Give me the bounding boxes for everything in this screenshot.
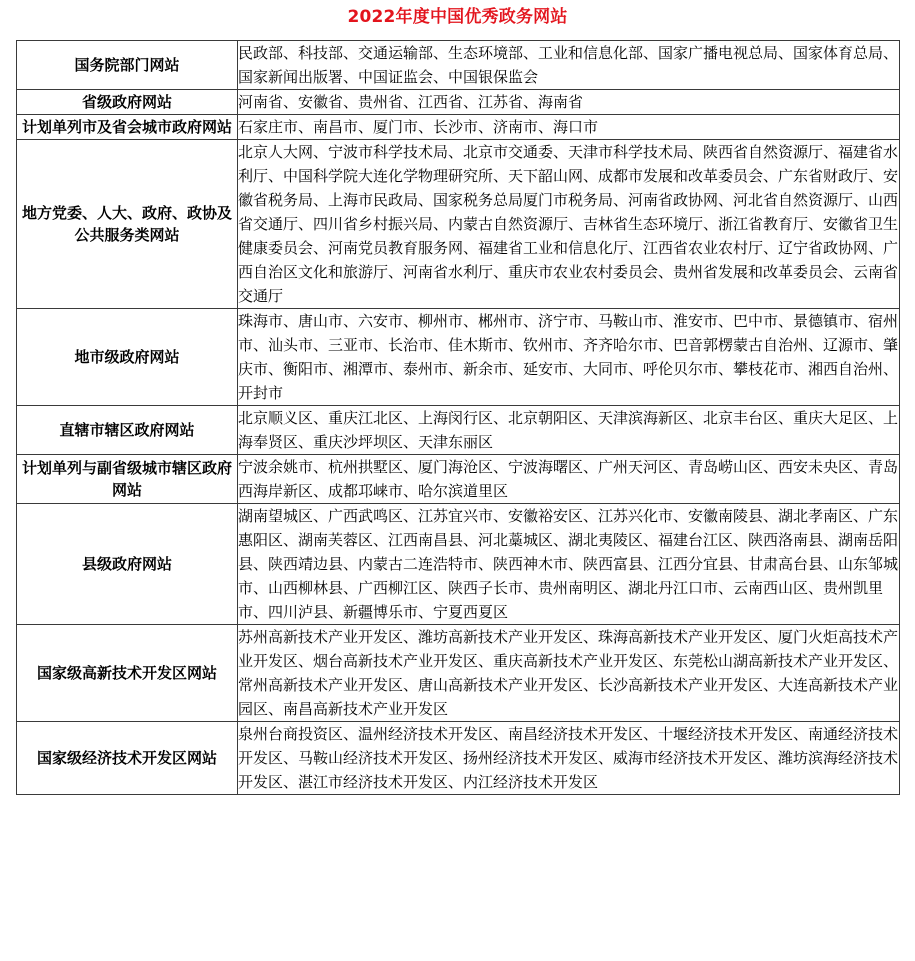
row-items-cell [238,455,900,504]
table-row [17,406,900,455]
gov-website-table [16,40,900,795]
table-row [17,309,900,406]
row-category-cell [17,504,238,625]
table-row [17,455,900,504]
row-items-cell [238,90,900,115]
gov-website-table-wrapper [16,40,897,795]
row-items-cell [238,140,900,309]
row-category-label: 计划单列与副省级城市辖区政府网站 [21,459,232,499]
table-row [17,140,900,309]
row-category-cell [17,625,238,722]
row-items-cell [238,309,900,406]
row-category-cell [17,90,238,115]
row-category-cell [17,455,238,504]
row-category-label: 省级政府网站 [81,93,172,111]
row-items-text: 北京顺义区、重庆江北区、上海闵行区、北京朝阳区、天津滨海新区、北京丰台区、重庆大足区、上海奉贤区、重庆沙坪坝区、天津东丽区 [238,409,899,451]
row-items-text: 湖南望城区、广西武鸣区、江苏宜兴市、安徽裕安区、江苏兴化市、安徽南陵县、湖北孝南区、广东惠阳区、湖南芙蓉区、江西南昌县、河北藁城区、湖北夷陵区、福建台江区、陕西洛南县、湖南岳阳县、陕西靖边县、内蒙古二连浩特市、陕西神木市、陕西富县、江西分宜县、甘肃高台县、山东邹城市、山西柳林县、广西柳江区、陕西子长市、贵州南明区、湖北丹江口市、云南西山区、贵州凯里市、四川泸县、新疆博乐市、宁夏西夏区 [238,507,899,621]
row-category-cell [17,722,238,795]
table-body [17,41,900,795]
row-items-text: 北京人大网、宁波市科学技术局、北京市交通委、天津市科学技术局、陕西省自然资源厅、福建省水利厅、中国科学院大连化学物理研究所、天下韶山网、成都市发展和改革委员会、广东省财政厅、安徽省税务局、上海市民政局、国家税务总局厦门市税务局、河南省政协网、河北省自然资源厅、山西省交通厅、四川省乡村振兴局、内蒙古自然资源厅、吉林省生态环境厅、浙江省教育厅、安徽省卫生健康委员会、河南党员教育服务网、福建省工业和信息化厅、江西省农业农村厅、辽宁省政协网、广西自治区文化和旅游厅、河南省水利厅、重庆市农业农村委员会、贵州省发展和改革委员会、云南省交通厅 [238,143,899,305]
row-items-text: 河南省、安徽省、贵州省、江西省、江苏省、海南省 [238,93,584,111]
row-category-label: 县级政府网站 [81,555,172,573]
row-items-text: 宁波余姚市、杭州拱墅区、厦门海沧区、宁波海曙区、广州天河区、青岛崂山区、西安未央区、青岛西海岸新区、成都邛崃市、哈尔滨道里区 [238,458,899,500]
row-category-label: 直辖市辖区政府网站 [59,421,195,439]
row-items-cell [238,504,900,625]
row-category-label: 国务院部门网站 [74,56,180,74]
row-category-label: 计划单列市及省会城市政府网站 [21,118,232,136]
row-items-text: 民政部、科技部、交通运输部、生态环境部、工业和信息化部、国家广播电视总局、国家体育总局、国家新闻出版署、中国证监会、中国银保监会 [238,44,899,86]
row-items-text: 石家庄市、南昌市、厦门市、长沙市、济南市、海口市 [238,118,599,136]
row-category-label: 国家级经济技术开发区网站 [36,749,217,767]
table-row [17,625,900,722]
row-items-cell [238,406,900,455]
row-items-text: 苏州高新技术产业开发区、潍坊高新技术产业开发区、珠海高新技术产业开发区、厦门火炬高技术产业开发区、烟台高新技术产业开发区、重庆高新技术产业开发区、东莞松山湖高新技术产业开发区、常州高新技术产业开发区、唐山高新技术产业开发区、长沙高新技术产业开发区、大连高新技术产业园区、南昌高新技术产业开发区 [238,628,899,718]
table-row [17,90,900,115]
row-items-cell [238,115,900,140]
table-row [17,41,900,90]
table-row [17,722,900,795]
row-items-cell [238,41,900,90]
row-category-cell [17,140,238,309]
row-items-text: 珠海市、唐山市、六安市、柳州市、郴州市、济宁市、马鞍山市、淮安市、巴中市、景德镇市、宿州市、汕头市、三亚市、长治市、佳木斯市、钦州市、齐齐哈尔市、巴音郭楞蒙古自治州、辽源市、肇庆市、衡阳市、湘潭市、泰州市、新余市、延安市、大同市、呼伦贝尔市、攀枝花市、湘西自治州、开封市 [238,312,899,402]
row-category-cell [17,406,238,455]
row-category-label: 国家级高新技术开发区网站 [36,664,217,682]
row-items-cell [238,625,900,722]
row-category-cell [17,41,238,90]
page-title: 2022年度中国优秀政务网站 [347,7,568,27]
row-category-cell [17,309,238,406]
row-category-label: 地方党委、人大、政府、政协及公共服务类网站 [21,204,232,244]
row-category-cell [17,115,238,140]
row-category-label: 地市级政府网站 [74,348,180,366]
row-items-text: 泉州台商投资区、温州经济技术开发区、南昌经济技术开发区、十堰经济技术开发区、南通经济技术开发区、马鞍山经济技术开发区、扬州经济技术开发区、威海市经济技术开发区、潍坊滨海经济技术开发区、湛江市经济技术开发区、内江经济技术开发区 [238,725,899,791]
table-row [17,504,900,625]
table-row [17,115,900,140]
row-items-cell [238,722,900,795]
